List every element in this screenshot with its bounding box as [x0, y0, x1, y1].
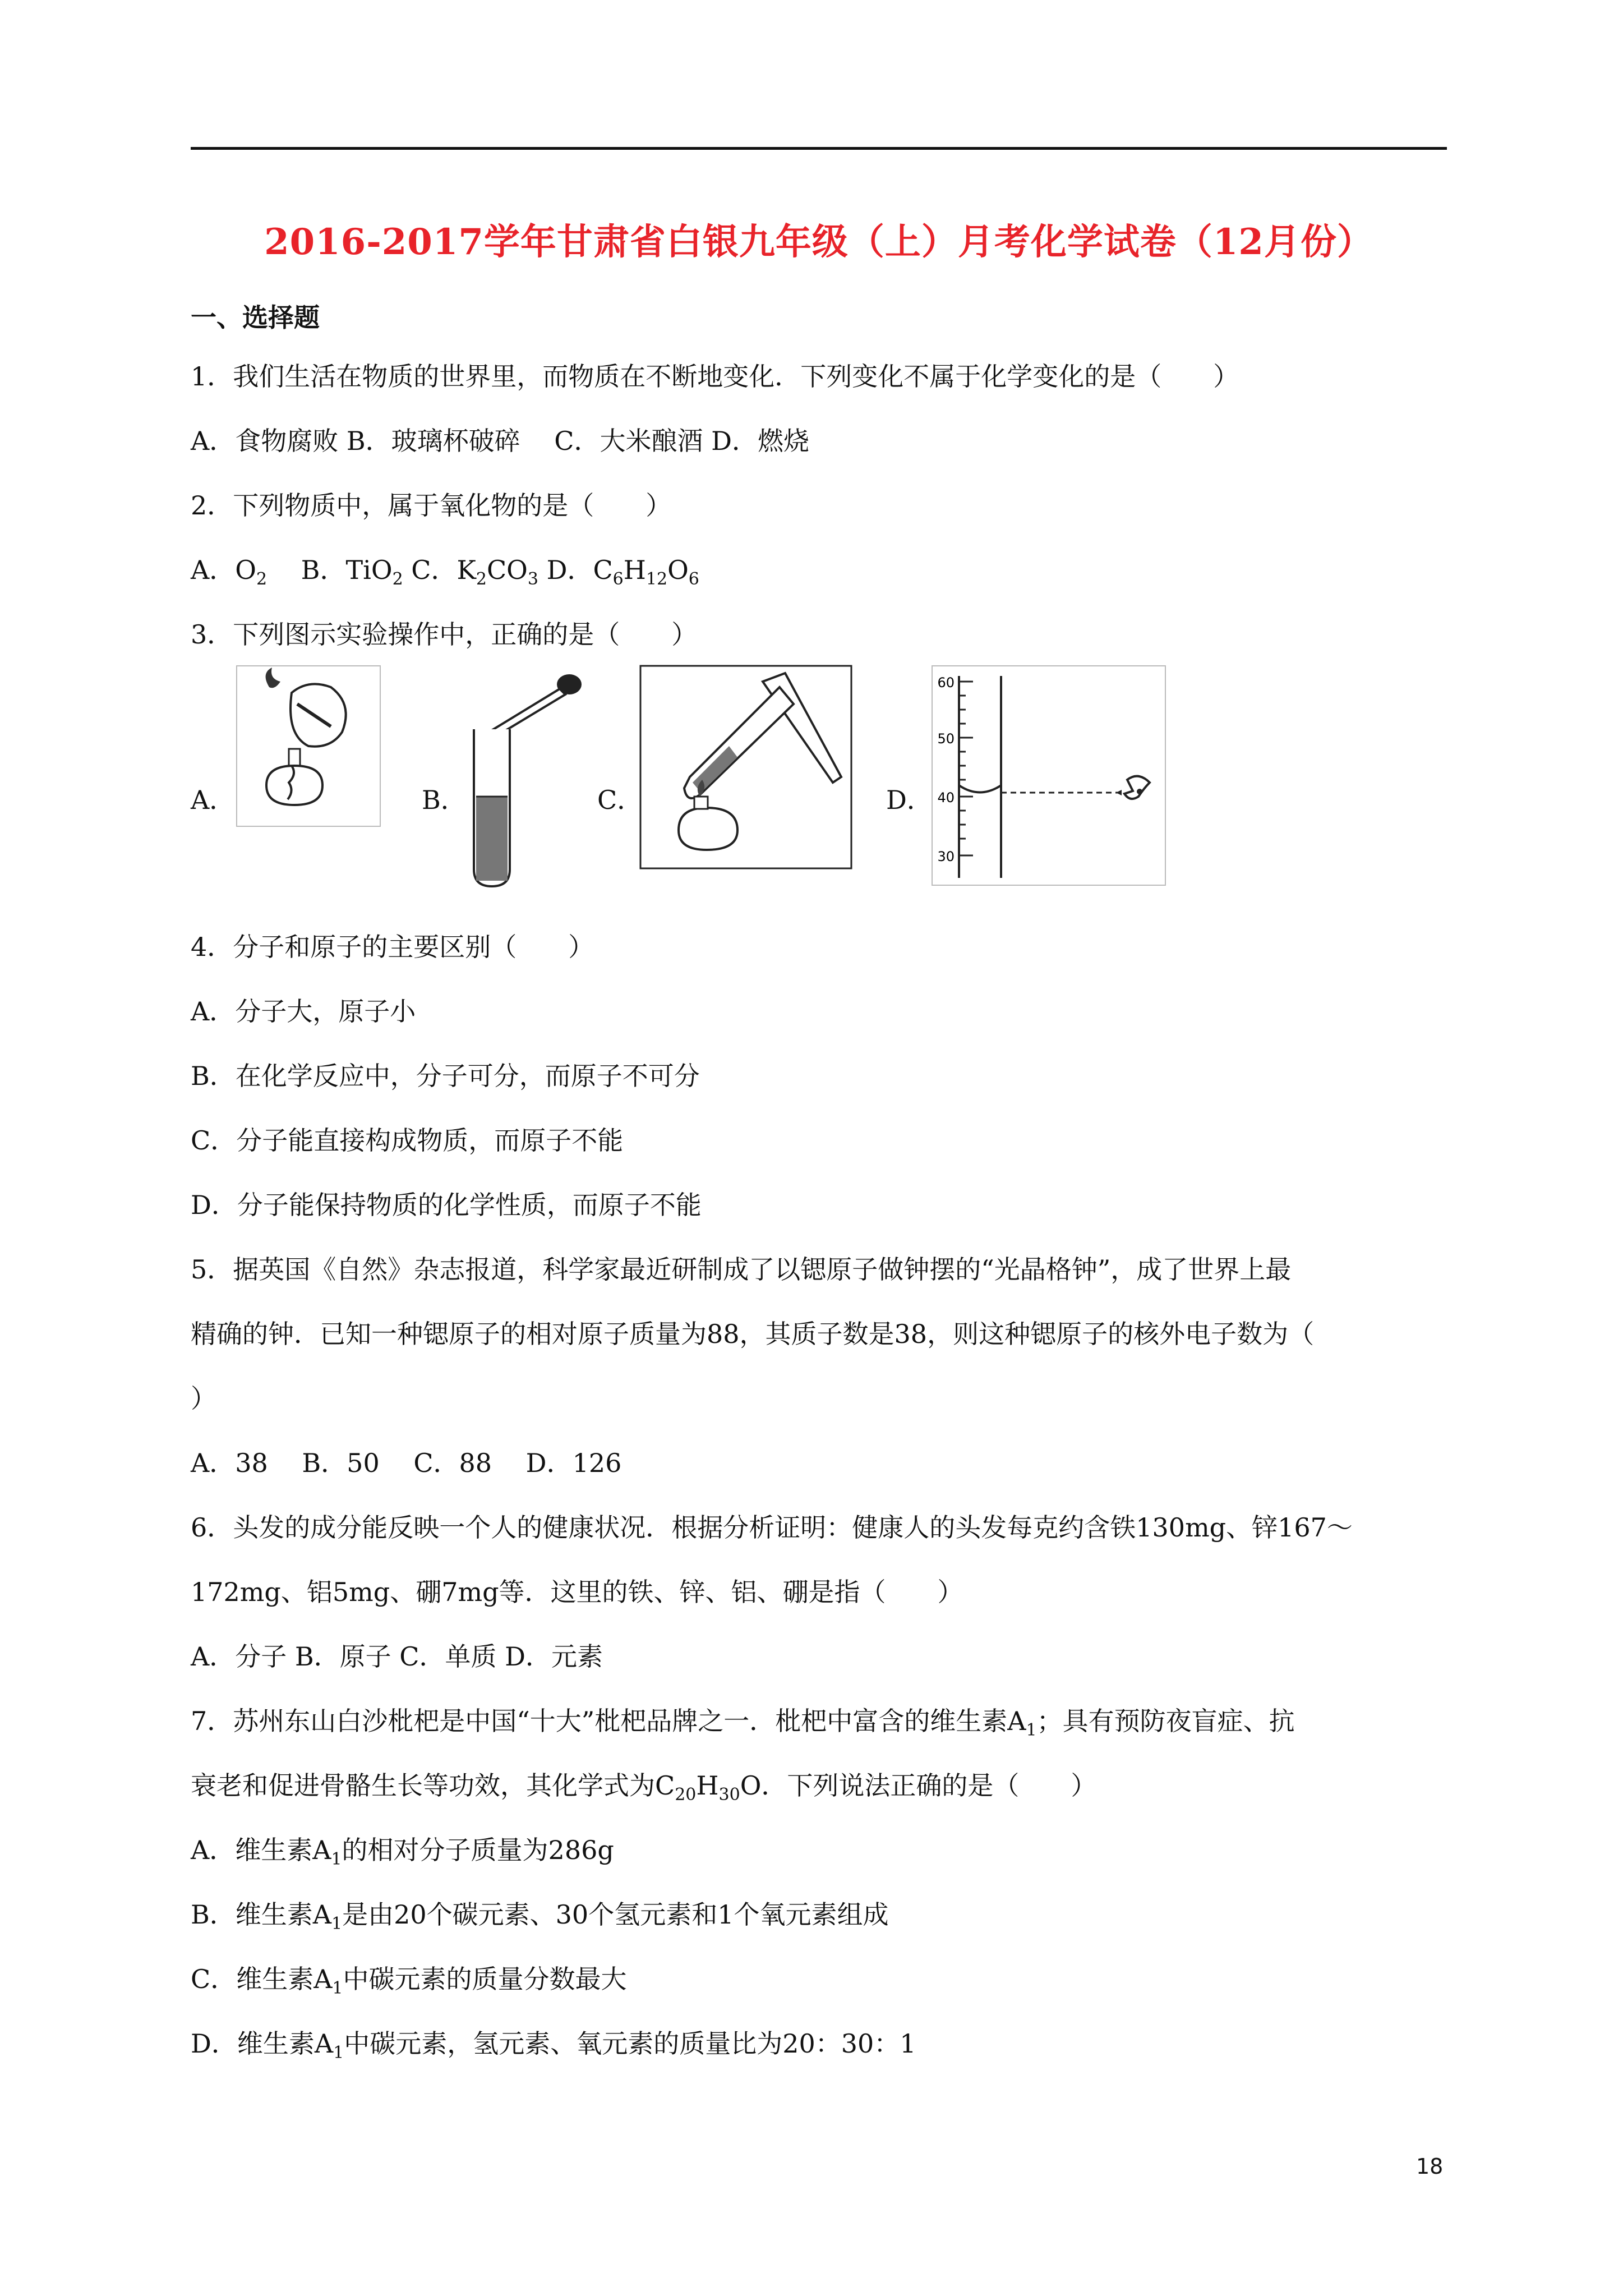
question-4-option-b: B．在化学反应中，分子可分，而原子不可分 — [191, 1061, 700, 1091]
figure-c-heating-tube — [639, 665, 852, 869]
option-d-label: D． — [886, 785, 933, 815]
option-a-label: A． — [191, 785, 236, 815]
question-4-option-a: A．分子大，原子小 — [191, 996, 416, 1027]
figure-a-lighting-lamp — [236, 665, 381, 827]
question-7-option-c: C．维生素$A_1$中碳元素的质量分数最大 — [191, 1964, 627, 1998]
tick-40: 40 — [937, 790, 955, 806]
page-number: 18 — [1416, 2154, 1444, 2179]
question-4-stem: 4．分子和原子的主要区别（ ） — [191, 932, 594, 962]
question-2-options: A．$O_2$ B．TiO$_2$ C．$K_2CO_3$ D．$C_6H_{12}O_6$ — [191, 555, 699, 589]
question-7-line-1: 7．苏州东山白沙枇杷是中国“十大”枇杷品牌之一．枇杷中富含的维生素$A_1$；具有预防夜盲症、抗 — [191, 1706, 1295, 1740]
question-3-stem: 3．下列图示实验操作中，正确的是（ ） — [191, 619, 698, 650]
question-6-line-2: 172mg、铝5mg、硼7mg等．这里的铁、锌、铝、硼是指（ ） — [191, 1577, 963, 1607]
question-1-stem: 1．我们生活在物质的世界里，而物质在不断地变化．下列变化不属于化学变化的是（ ） — [191, 361, 1239, 392]
option-b-label: B． — [422, 785, 467, 815]
question-6-options: A．分子 B．原子 C．单质 D．元素 — [191, 1641, 603, 1672]
question-7-option-b: B．维生素$A_1$是由20个碳元素、30个氢元素和1个氧元素组成 — [191, 1899, 889, 1934]
question-2-stem: 2．下列物质中，属于氧化物的是（ ） — [191, 490, 672, 521]
tick-50: 50 — [937, 731, 955, 747]
tick-30: 30 — [937, 849, 955, 864]
question-5-line-2: 精确的钟．已知一种锶原子的相对原子质量为88，其质子数是38，则这种锶原子的核外电子数为（ — [191, 1319, 1315, 1349]
question-7-option-a: A．维生素$A_1$的相对分子质量为286g — [191, 1835, 614, 1869]
page-title: 2016-2017学年甘肃省白银九年级（上）月考化学试卷（12月份） — [264, 221, 1373, 263]
question-5-options: A．38 B．50 C．88 D．126 — [191, 1448, 622, 1478]
option-c-label: C． — [597, 785, 643, 815]
section-heading: 一、选择题 — [191, 302, 320, 333]
question-5-line-3: ） — [191, 1383, 216, 1414]
question-6-line-1: 6．头发的成分能反映一个人的健康状况．根据分析证明：健康人的头发每克约含铁130mg、锌167～ — [191, 1512, 1353, 1543]
question-7-line-2: 衰老和促进骨骼生长等功效，其化学式为$C_{20}H_{30}O$．下列说法正确的是（ ） — [191, 1770, 1097, 1805]
tick-60: 60 — [937, 675, 955, 691]
figure-d-reading-cylinder — [931, 665, 1166, 886]
question-1-options: A．食物腐败 B．玻璃杯破碎 C．大米酿酒 D．燃烧 — [191, 426, 809, 456]
question-4-option-c: C．分子能直接构成物质，而原子不能 — [191, 1125, 624, 1156]
question-7-option-d: D．维生素$A_1$中碳元素，氢元素、氧元素的质量比为20：30：1 — [191, 2028, 916, 2063]
figure-b-dropper-in-tube — [460, 668, 594, 892]
question-5-line-1: 5．据英国《自然》杂志报道，科学家最近研制成了以锶原子做钟摆的“光晶格钟”，成了世界上最 — [191, 1254, 1292, 1285]
header-rule — [191, 147, 1447, 150]
question-4-option-d: D．分子能保持物质的化学性质，而原子不能 — [191, 1190, 702, 1220]
